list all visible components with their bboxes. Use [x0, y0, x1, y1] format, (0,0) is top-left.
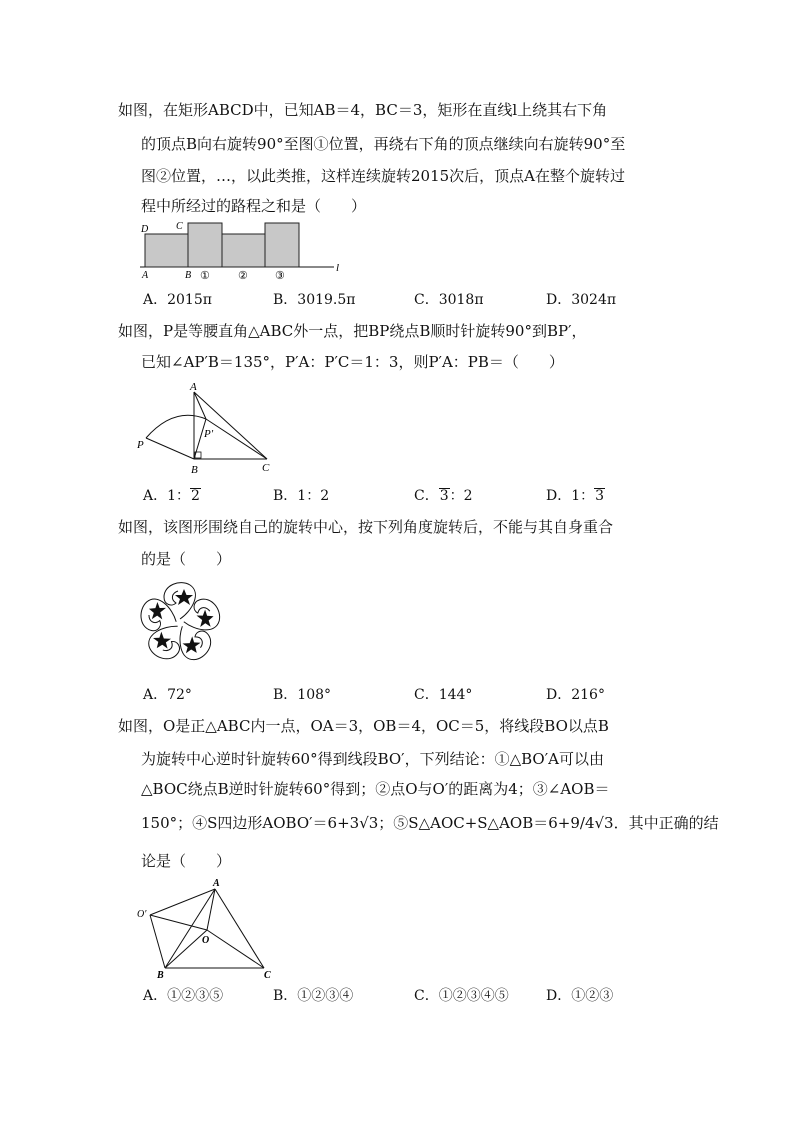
q6-label-c: C [262, 462, 270, 474]
q5-label-d: D [141, 224, 149, 235]
q8-label-c: C [264, 970, 271, 981]
q5-label-c: C [176, 221, 183, 232]
q6-option-b[interactable]: B．1：2 [273, 488, 330, 504]
q5-label-c2: ② [238, 270, 248, 282]
q7-line-2: 的是（ ） [141, 550, 232, 568]
q5-label-b: B [185, 270, 192, 281]
q6-line-1: 如图，P是等腰直角△ABC外一点，把BP绕点B顺时针旋转90°到BP′， [118, 322, 587, 340]
q8-line-3: △BOC绕点B逆时针旋转60°得到；②点O与O′的距离为4；③∠AOB＝ [141, 780, 610, 798]
q5-line-4: 程中所经过的路程之和是（ ） [141, 197, 367, 215]
q6-label-b: B [191, 464, 198, 476]
q5-line-1: 如图，在矩形ABCD中，已知AB＝4，BC＝3，矩形在直线l上绕其右下角 [118, 101, 608, 119]
q5-label-c1: ① [200, 270, 210, 282]
q5-line-3: 图②位置，…，以此类推，这样连续旋转2015次后，顶点A在整个旋转过 [141, 167, 626, 185]
q8-option-b[interactable]: B．①②③④ [273, 988, 354, 1004]
q6-label-a: A [190, 381, 197, 393]
q7-line-1: 如图，该图形围绕自己的旋转中心，按下列角度旋转后，不能与其自身重合 [118, 518, 614, 536]
q8-option-a[interactable]: A．①②③⑤ [143, 988, 224, 1004]
q8-figure [133, 876, 283, 981]
q8-label-b: B [157, 970, 164, 981]
q5-figure [138, 218, 358, 283]
q7-option-d[interactable]: D．216° [546, 687, 605, 703]
q6-label-pp: P′ [204, 428, 214, 440]
q8-label-o: O [202, 935, 210, 946]
q6-option-c[interactable]: C．3：2 [414, 488, 473, 504]
q5-line-2: 的顶点B向右旋转90°至图①位置，再绕右下角的顶点继续向右旋转90°至 [141, 135, 626, 153]
q6-option-a[interactable]: A．1：2 [143, 488, 200, 504]
q5-option-b[interactable]: B．3019.5π [273, 292, 356, 308]
q7-option-c[interactable]: C．144° [414, 687, 473, 703]
q5-label-c3: ③ [275, 270, 285, 282]
q8-option-d[interactable]: D．①②③ [546, 988, 614, 1004]
q5-option-a[interactable]: A．2015π [143, 292, 212, 308]
q8-label-a: A [213, 878, 220, 889]
q8-line-5: 论是（ ） [141, 852, 232, 870]
q6-label-p: P [137, 439, 144, 451]
q6-line-2: 已知∠AP′B＝135°，P′A：P′C＝1：3，则P′A：PB＝（ ） [141, 353, 564, 371]
q5-label-a: A [142, 270, 149, 281]
q5-label-l: l [336, 262, 340, 274]
q8-line-4: 150°；④S四边形AOBO′＝6+3√3；⑤S△AOC+S△AOB＝6+9/4√3．其中正确的结 [141, 814, 719, 832]
q6-figure [134, 380, 284, 480]
q8-line-2: 为旋转中心逆时针旋转60°得到线段BO′，下列结论：①△BO′A可以由 [141, 750, 604, 768]
q7-option-a[interactable]: A．72° [143, 687, 192, 703]
q8-line-1: 如图，O是正△ABC内一点，OA＝3，OB＝4，OC＝5，将线段BO以点B [118, 717, 609, 735]
q8-label-op: O′ [137, 909, 147, 920]
q6-option-d[interactable]: D．1：3 [546, 488, 605, 504]
q7-flower-figure [130, 578, 230, 668]
q8-option-c[interactable]: C．①②③④⑤ [414, 988, 509, 1004]
q5-option-c[interactable]: C．3018π [414, 292, 484, 308]
q7-option-b[interactable]: B．108° [273, 687, 332, 703]
q5-option-d[interactable]: D．3024π [546, 292, 617, 308]
